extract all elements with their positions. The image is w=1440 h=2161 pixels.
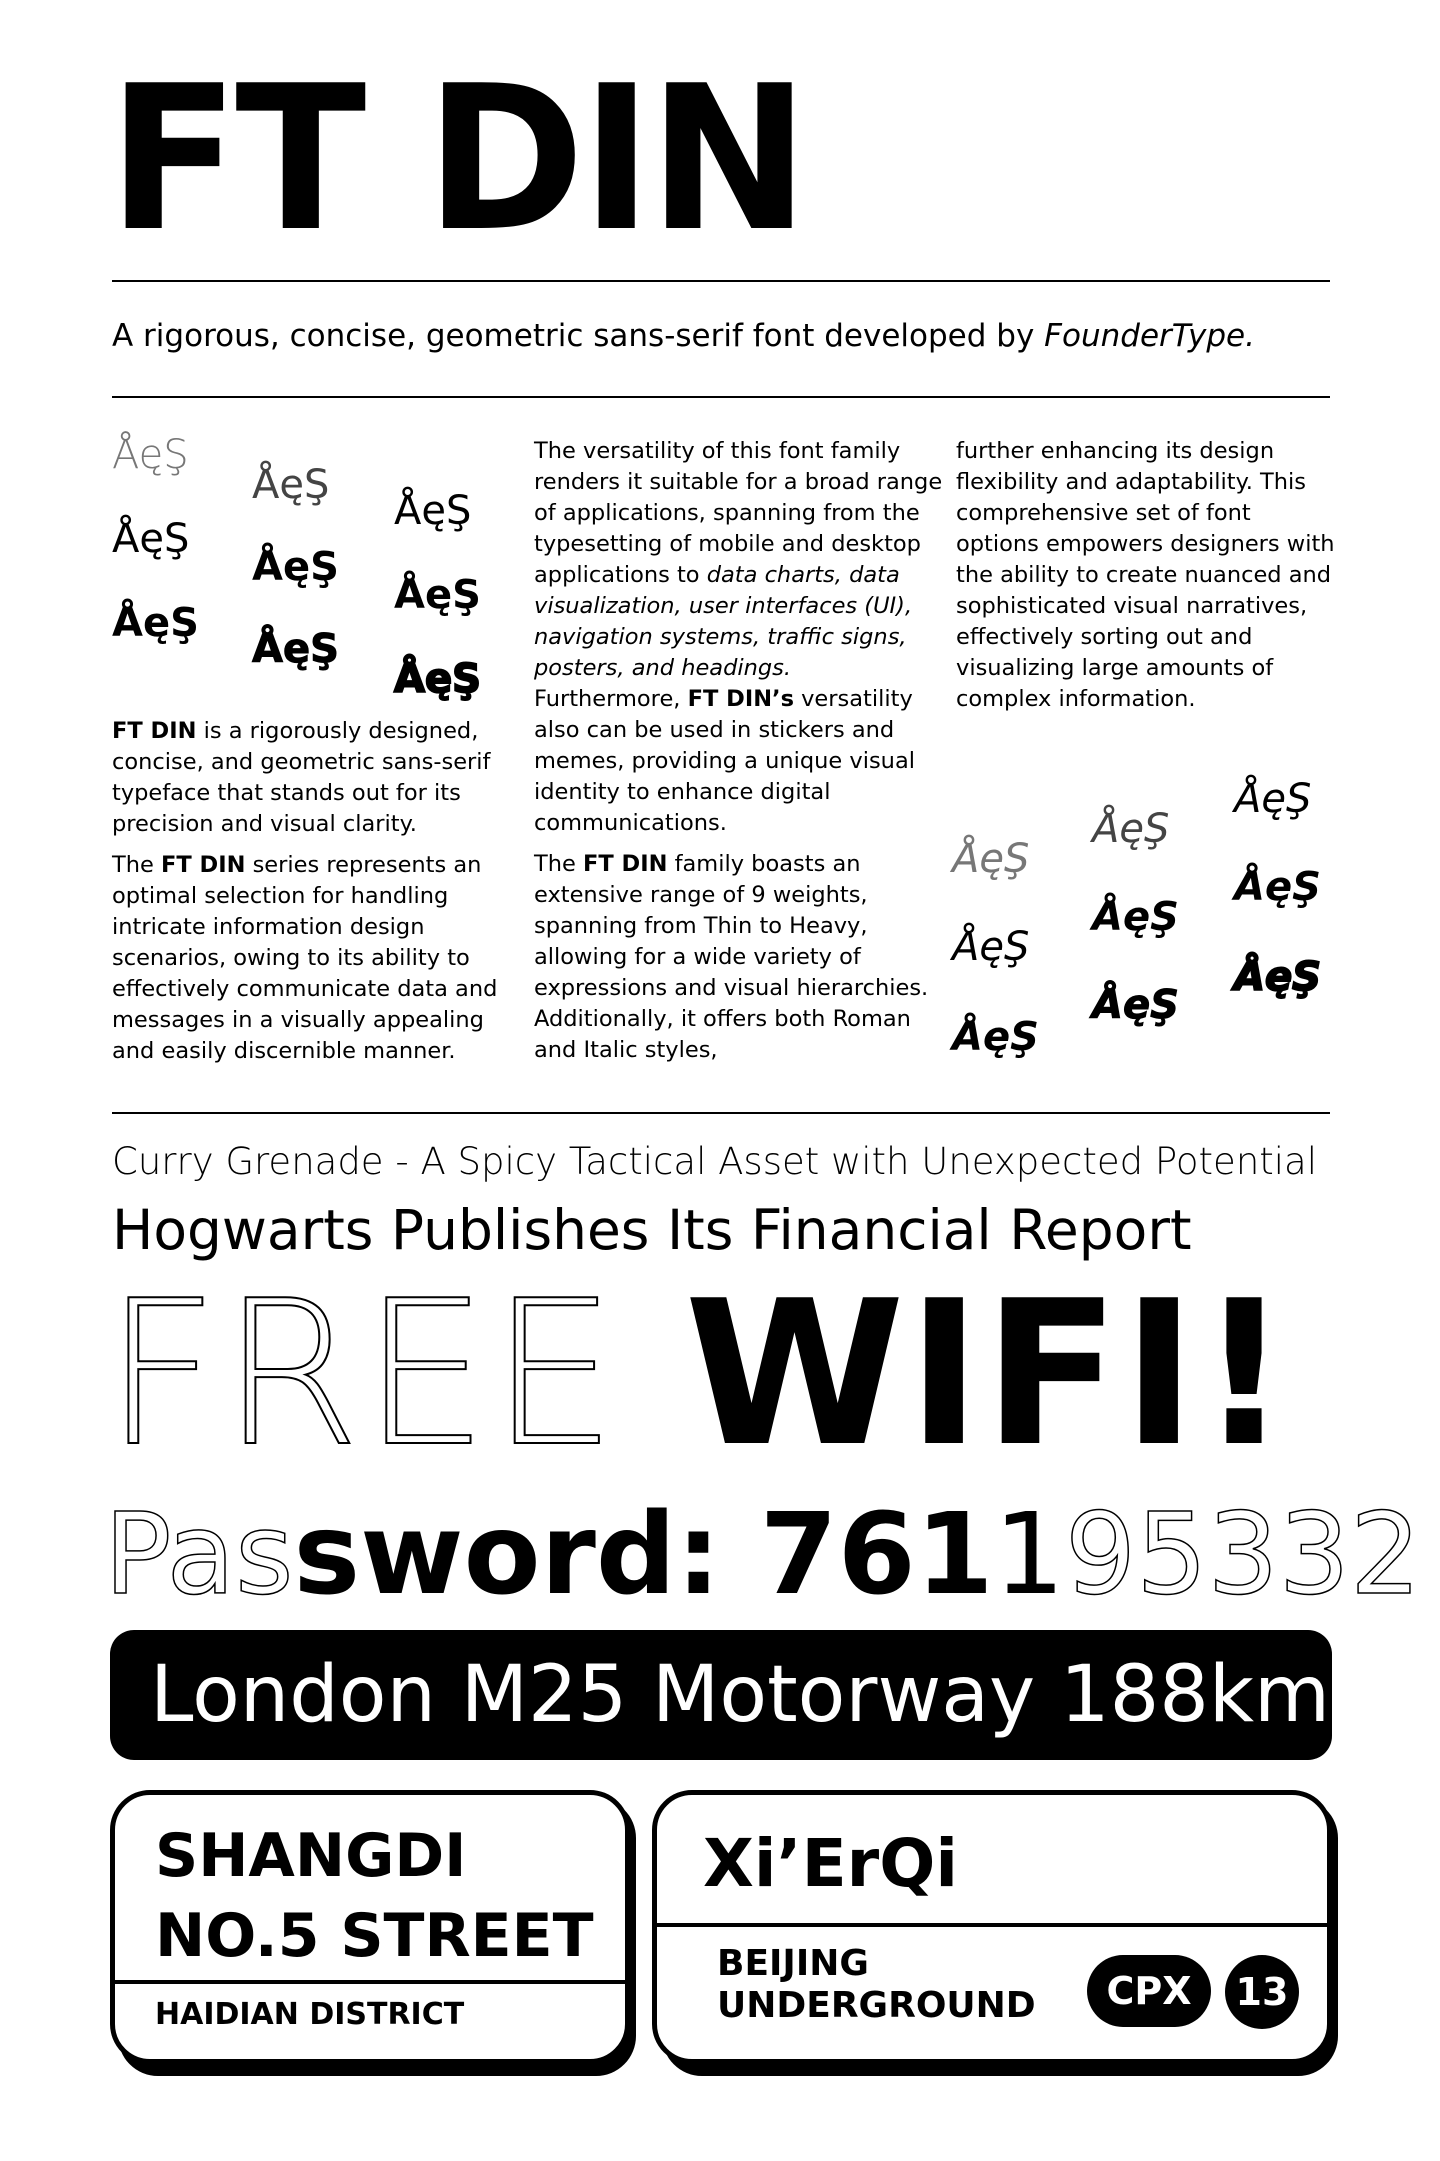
- page-title: FT DIN: [108, 43, 806, 276]
- free-wifi-heading: FREE WIFI!: [104, 1258, 1292, 1491]
- glyph-sample-light-italic: ÅęŞ: [1092, 806, 1170, 852]
- divider-top: [112, 280, 1330, 282]
- paragraph: FT DIN is a rigorously designed, concise, and geometric sans-serif typeface that stands out for its precision and visual clarity.: [112, 718, 491, 837]
- road-sign-text: London M25 Motorway 188km: [150, 1650, 1331, 1740]
- street-sign-line2: NO.5 STREET: [155, 1901, 594, 1971]
- headline-curry: Curry Grenade - A Spicy Tactical Asset with Unexpected Potential: [112, 1140, 1318, 1183]
- glyph-sample-demibold-italic: ÅęŞ: [1234, 864, 1321, 910]
- paragraph: The FT DIN series represents an optimal selection for handling intricate information design scenarios, owing to its ability to effectively communicate data and messages in a visually appealing and easily discernible manner.: [112, 852, 498, 1064]
- intro-column-3: [956, 436, 1336, 725]
- glyph-sample-thin: ÅęŞ: [112, 432, 189, 478]
- glyph-sample-medium-italic: ÅęŞ: [1092, 894, 1179, 940]
- station-sign-line1: BEIJING: [717, 1943, 869, 1984]
- intro-column-1: [112, 716, 522, 1077]
- headline-hogwarts: Hogwarts Publishes Its Financial Report: [112, 1198, 1192, 1262]
- glyph-sample-light: ÅęŞ: [252, 462, 330, 508]
- station-sign-name: Xi’ErQi: [703, 1825, 958, 1902]
- street-sign: [110, 1790, 630, 2064]
- glyph-sample-bold: ÅęŞ: [112, 600, 199, 646]
- password-line: Password: 761195332: [104, 1490, 1422, 1620]
- road-sign-bar: [110, 1630, 1332, 1760]
- station-sign: [652, 1790, 1332, 2064]
- station-sign-divider: [657, 1923, 1327, 1927]
- brand-name: FounderType.: [1044, 318, 1255, 354]
- intro-column-2: [534, 436, 944, 1076]
- street-sign-district: HAIDIAN DISTRICT: [155, 1997, 465, 2032]
- glyph-sample-demibold: ÅęŞ: [394, 572, 481, 618]
- street-sign-line1: SHANGDI: [155, 1821, 467, 1891]
- station-sign-line2: UNDERGROUND: [717, 1985, 1036, 2026]
- glyph-sample-black-italic: ÅęŞ: [1234, 954, 1321, 1000]
- glyph-sample-book-italic: ÅęŞ: [1234, 776, 1312, 822]
- paragraph: further enhancing its design flexibility and adaptability. This comprehensive set of font options empowers designers with the ability to create nuanced and sophisticated visual narratives, effectively sorting out and visualizing large amounts of complex information.: [956, 438, 1335, 712]
- glyph-sample-bold-italic: ÅęŞ: [952, 1014, 1039, 1060]
- line-badge-13: 13: [1225, 1955, 1299, 2029]
- glyph-sample-black: ÅęŞ: [394, 656, 481, 702]
- divider-lower: [112, 1112, 1330, 1114]
- glyph-sample-heavy: ÅęŞ: [252, 626, 339, 672]
- glyph-sample-thin-italic: ÅęŞ: [952, 836, 1030, 882]
- glyph-sample-regular: ÅęŞ: [112, 516, 190, 562]
- subtitle: A rigorous, concise, geometric sans-serif font developed by FounderType.: [112, 318, 1255, 354]
- paragraph: The versatility of this font family renders it suitable for a broad range of applications, spanning from the typesetting of mobile and desktop applications to data charts, data visualization, user interfaces (UI), navigation systems, traffic signs, posters, and headings. Furthermore, FT DIN’s versatility also can be used in stickers and memes, providing a unique visual identity to enhance digital communications.: [534, 438, 943, 836]
- divider-mid: [112, 396, 1330, 398]
- street-sign-divider: [115, 1980, 625, 1984]
- glyph-sample-regular-italic: ÅęŞ: [952, 924, 1030, 970]
- paragraph: The FT DIN family boasts an extensive range of 9 weights, spanning from Thin to Heavy, allowing for a wide variety of expressions and visual hierarchies. Additionally, it offers both Roman and Italic styles,: [534, 851, 929, 1063]
- glyph-sample-heavy-italic: ÅęŞ: [1092, 982, 1179, 1028]
- glyph-sample-book: ÅęŞ: [394, 488, 472, 534]
- line-badge-cpx: CPX: [1087, 1955, 1211, 2027]
- glyph-sample-medium: ÅęŞ: [252, 544, 339, 590]
